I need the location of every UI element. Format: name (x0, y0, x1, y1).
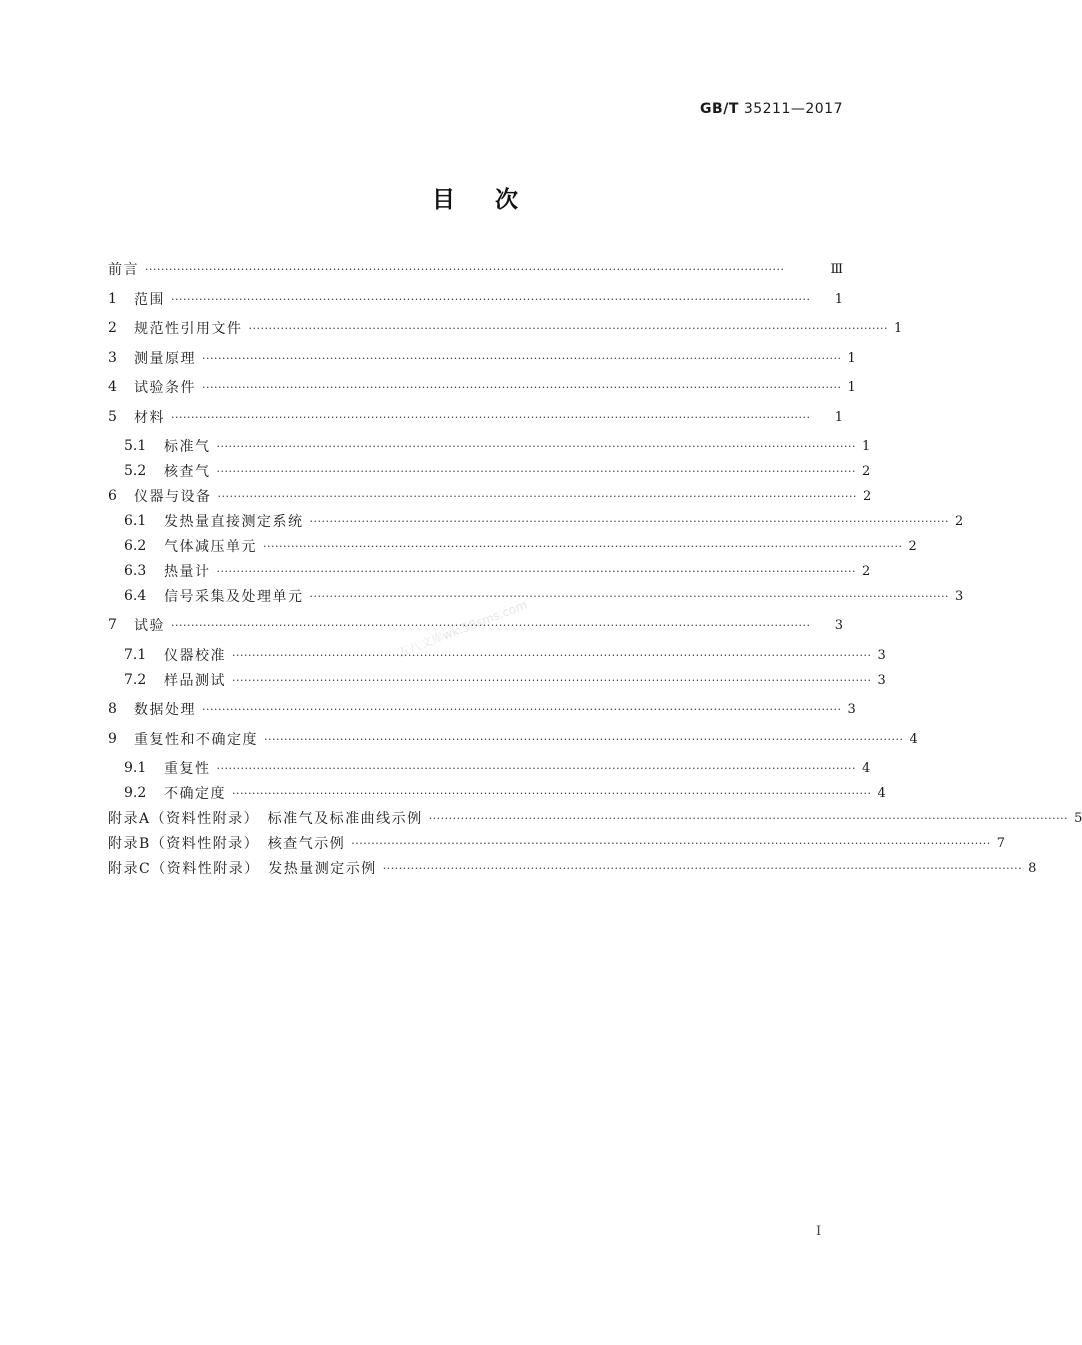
toc-entry-label: 重复性 (164, 761, 211, 777)
toc-entry[interactable] (108, 727, 918, 751)
dot-leader: ································································································································································ (216, 439, 856, 453)
dot-leader: ································································································································································ (232, 673, 872, 687)
toc-entry-number: 7.1 (124, 647, 147, 663)
dot-leader: ································································································································································ (216, 761, 856, 775)
dot-leader: ································································································································································ (216, 464, 856, 478)
toc-entry-label: 附录C（资料性附录） 发热量测定示例 (108, 861, 377, 877)
toc-entry-number: 7 (108, 617, 117, 633)
toc-entry[interactable] (108, 756, 871, 780)
toc-entry[interactable] (108, 509, 964, 533)
toc-entry-page: Ⅲ (830, 261, 843, 277)
toc-entry[interactable] (108, 375, 856, 399)
toc-entry[interactable] (108, 781, 886, 805)
toc-entry[interactable] (108, 856, 1037, 880)
toc-entry-page: 1 (861, 438, 871, 454)
dot-leader: ································································································································································ (171, 292, 811, 306)
toc-entry[interactable] (108, 434, 871, 458)
toc-entry-page: 3 (847, 701, 856, 717)
toc-entry-page: 1 (834, 291, 843, 307)
toc-entry-page: 2 (908, 538, 917, 554)
toc-entry-label: 气体减压单元 (164, 539, 257, 555)
standard-prefix: GB/T (700, 101, 739, 117)
page-title: 目次 (432, 187, 558, 213)
dot-leader: ································································································································································ (309, 514, 949, 528)
dot-leader: ································································································································································ (216, 564, 856, 578)
toc-entry-label: 规范性引用文件 (134, 321, 243, 337)
dot-leader: ································································································································································ (202, 380, 842, 394)
toc-entry-page: 3 (877, 647, 886, 663)
dot-leader: ································································································································································ (171, 618, 811, 632)
toc-entry-page: 4 (877, 785, 886, 801)
toc-entry[interactable] (108, 287, 843, 311)
toc-entry-number: 6.4 (124, 588, 147, 604)
toc-entry[interactable] (108, 668, 886, 692)
toc-entry-label: 核查气 (164, 464, 211, 480)
dot-leader: ································································································································································ (145, 262, 785, 276)
toc-entry[interactable] (108, 316, 903, 340)
toc-entry-number: 6.1 (124, 513, 147, 529)
toc-entry[interactable] (108, 405, 843, 429)
toc-entry-page: 2 (954, 513, 964, 529)
toc-entry-page: 4 (861, 760, 871, 776)
toc-entry-label: 仪器校准 (164, 648, 226, 664)
dot-leader: ································································································································································ (217, 489, 857, 503)
toc-entry-label: 附录A（资料性附录） 标准气及标准曲线示例 (108, 811, 423, 827)
toc-entry-label: 材料 (134, 410, 165, 426)
toc-entry-page: 8 (1028, 860, 1037, 876)
toc-entry[interactable] (108, 643, 886, 667)
toc-entry-label: 发热量直接测定系统 (164, 514, 304, 530)
dot-leader: ································································································································································ (428, 811, 1069, 825)
toc-entry-number: 5.1 (124, 438, 147, 454)
watermark: 五八文库wk.58sms.com (395, 597, 530, 660)
standard-code (700, 101, 843, 117)
toc-entry[interactable] (108, 584, 964, 608)
toc-entry-label: 仪器与设备 (134, 489, 212, 505)
toc-entry-number: 4 (108, 379, 117, 395)
toc-entry-number: 1 (108, 291, 117, 307)
dot-leader: ································································································································································ (248, 321, 888, 335)
toc-entry-label: 附录B（资料性附录） 核查气示例 (108, 836, 346, 852)
toc-entry-page: 3 (954, 588, 964, 604)
toc-entry-label: 试验条件 (134, 380, 196, 396)
toc-entry[interactable] (108, 346, 856, 370)
toc-entry[interactable] (108, 484, 872, 508)
toc-entry-page: 2 (862, 488, 872, 504)
toc-entry-page: 1 (834, 409, 843, 425)
toc-entry-page: 7 (996, 835, 1006, 851)
toc-entry-label: 前言 (108, 262, 139, 278)
toc-entry-number: 6.2 (124, 538, 147, 554)
dot-leader: ································································································································································ (232, 786, 872, 800)
dot-leader: ································································································································································ (202, 702, 842, 716)
toc-entry-page: 1 (847, 379, 856, 395)
toc-entry[interactable] (108, 806, 1082, 830)
dot-leader: ································································································································································ (309, 589, 949, 603)
toc-entry[interactable] (108, 697, 856, 721)
toc-entry-number: 6 (108, 488, 117, 504)
page-number: I (816, 1224, 822, 1239)
dot-leader: ································································································································································ (232, 648, 872, 662)
toc-entry-number: 2 (108, 320, 117, 336)
toc-entry-number: 8 (108, 701, 117, 717)
toc-entry-page: 1 (893, 320, 903, 336)
toc-entry-label: 不确定度 (164, 786, 226, 802)
toc-entry-label: 信号采集及处理单元 (164, 589, 304, 605)
toc-entry-page: 3 (834, 617, 843, 633)
toc-entry-number: 3 (108, 350, 117, 366)
toc-entry-page: 2 (861, 563, 871, 579)
toc-entry-number: 5 (108, 409, 117, 425)
toc-entry-label: 试验 (134, 618, 165, 634)
toc-entry[interactable] (108, 534, 917, 558)
toc-entry-label: 重复性和不确定度 (134, 732, 258, 748)
toc-entry[interactable] (108, 831, 1006, 855)
dot-leader: ································································································································································ (351, 836, 991, 850)
toc-entry-page: 3 (877, 672, 886, 688)
toc-entry-label: 测量原理 (134, 351, 196, 367)
toc-entry[interactable] (108, 459, 871, 483)
toc-entry-page: 1 (847, 350, 856, 366)
toc-entry-page: 2 (861, 463, 871, 479)
toc-entry-page: 4 (909, 731, 918, 747)
dot-leader: ································································································································································ (264, 732, 904, 746)
toc-entry-number: 9.2 (124, 785, 147, 801)
dot-leader: ································································································································································ (382, 861, 1023, 875)
toc-entry-number: 9.1 (124, 760, 147, 776)
toc-entry-number: 7.2 (124, 672, 147, 688)
toc-entry-number: 5.2 (124, 463, 147, 479)
toc-entry-page: 5 (1074, 810, 1082, 826)
toc-entry-label: 热量计 (164, 564, 211, 580)
toc-entry-label: 数据处理 (134, 702, 196, 718)
toc-entry-label: 范围 (134, 292, 165, 308)
dot-leader: ································································································································································ (202, 351, 842, 365)
toc-entry[interactable] (108, 257, 843, 281)
toc-entry[interactable] (108, 613, 843, 637)
toc-entry-number: 6.3 (124, 563, 147, 579)
toc-entry-label: 标准气 (164, 439, 211, 455)
standard-number: 35211—2017 (743, 101, 843, 117)
dot-leader: ································································································································································ (171, 410, 811, 424)
toc-entry-number: 9 (108, 731, 117, 747)
toc-entry-label: 样品测试 (164, 673, 226, 689)
dot-leader: ································································································································································ (263, 539, 903, 553)
toc-entry[interactable] (108, 559, 871, 583)
